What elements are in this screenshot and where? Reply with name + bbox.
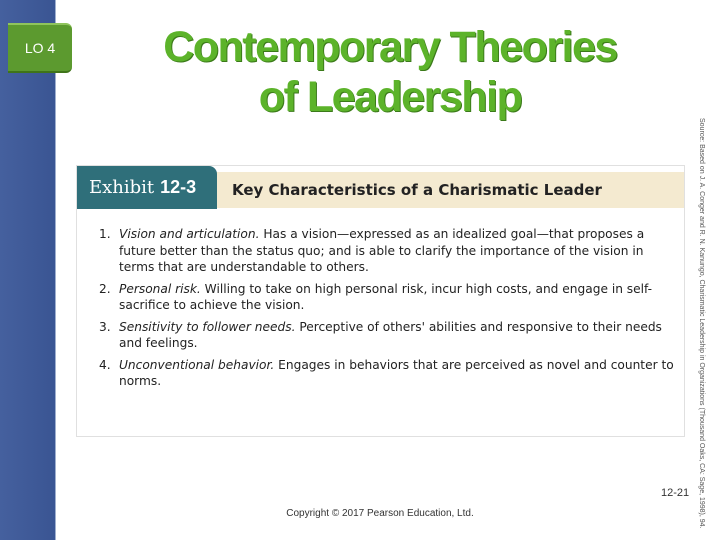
- lo-label: LO 4: [24, 40, 56, 56]
- item-text: Engages in behaviors that are perceived as novel and counter to norms.: [119, 357, 674, 388]
- item-text: Willing to take on high personal risk, incur high costs, and engage in self-sacrifice to achieve the vision.: [119, 281, 653, 312]
- exhibit-title: Key Characteristics of a Charismatic Leader: [232, 181, 602, 199]
- slide-title-line2: of Leadership: [258, 73, 522, 121]
- item-term: Sensitivity to follower needs.: [119, 319, 296, 334]
- item-text: Perceptive of others' abilities and responsive to their needs and feelings.: [119, 319, 662, 350]
- item-number: 2.: [99, 281, 111, 296]
- lo-tab: [8, 23, 72, 73]
- source-credit: Source: Based on J. A. Conger and R. N. Kanungo, Charismatic Leadership in Organizations (Thousand Oaks, CA: Sage, 1998), 94.: [698, 118, 705, 529]
- item-term: Vision and articulation.: [119, 227, 260, 241]
- characteristics-list: [99, 226, 675, 395]
- copyright-text: Copyright © 2017 Pearson Education, Ltd.: [286, 508, 474, 519]
- slide-title-line1: Contemporary Theories: [163, 23, 617, 71]
- list-item: [99, 226, 675, 276]
- list-item: [99, 281, 675, 314]
- item-number: 1.: [99, 227, 111, 241]
- list-item: [99, 319, 675, 352]
- exhibit-label-word: Exhibit: [89, 177, 155, 198]
- item-text: Has a vision—expressed as an idealized goal—that proposes a future better than the status quo; and is able to clarify the importance of the vision in terms that are understandable to others.: [119, 227, 645, 274]
- slide-title: [110, 22, 670, 122]
- sidebar-divider: [55, 0, 56, 540]
- item-number: 3.: [99, 319, 111, 334]
- list-item: [99, 357, 675, 390]
- left-sidebar-band: [0, 0, 55, 540]
- item-term: Personal risk.: [119, 281, 201, 296]
- exhibit-box: [76, 165, 685, 437]
- exhibit-label-number: 12-3: [160, 177, 197, 197]
- item-number: 4.: [99, 357, 111, 372]
- exhibit-label: [77, 166, 217, 209]
- item-term: Unconventional behavior.: [119, 357, 275, 372]
- page-number: 12-21: [661, 487, 690, 499]
